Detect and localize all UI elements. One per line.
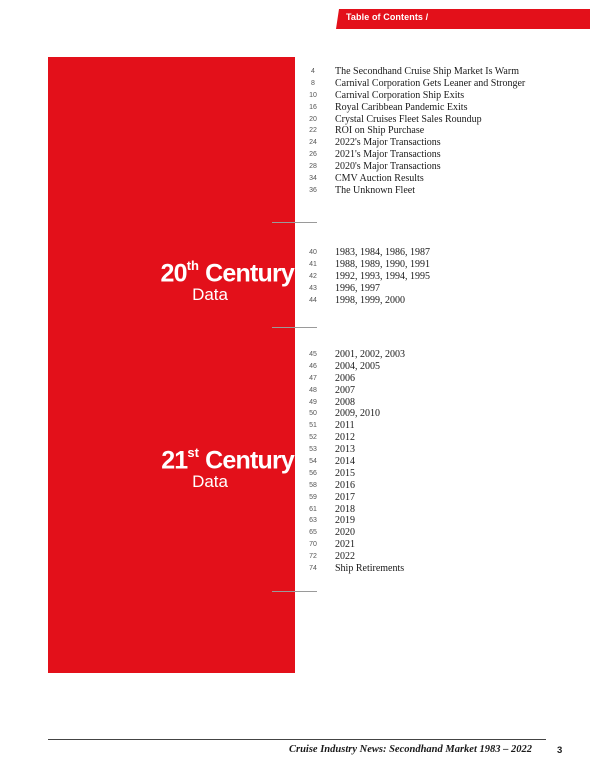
toc-page-number: 40 [309,249,317,256]
century-title-21st [161,442,294,473]
section-divider-3 [272,591,317,592]
toc-entry-title: The Unknown Fleet [335,184,415,196]
toc-entry-title: Crystal Cruises Fleet Sales Roundup [335,113,482,125]
toc-page-number: 65 [309,529,317,537]
toc-page-number: 4 [311,68,315,75]
toc-page-number: 61 [309,505,317,513]
toc-page-number: 46 [309,362,317,370]
toc-entry-title: 2018 [335,503,355,515]
century-heading-21st [161,442,294,491]
toc-entry-title: Royal Caribbean Pandemic Exits [335,101,468,113]
toc-entry-title: Carnival Corporation Ship Exits [335,89,465,101]
toc-page-number: 48 [309,386,317,394]
toc-entry-title: 2014 [335,456,355,468]
toc-page-number: 45 [309,351,317,358]
header-label: Table of Contents / [346,12,429,22]
toc-page-number: 28 [309,163,317,171]
century-word: Century [205,446,294,475]
toc-page-number: 74 [309,565,317,573]
toc-entry-title: ROI on Ship Purchase [335,125,425,137]
toc-entry-title: Carnival Corporation Gets Leaner and Stronger [335,77,526,89]
toc-entry-title: 1998, 1999, 2000 [335,294,405,306]
toc-entry-title: 2015 [335,467,355,479]
toc-page-number: 63 [309,517,317,525]
toc-entry-title: 2021's Major Transactions [335,149,441,161]
toc-page-number: 50 [309,410,317,418]
toc-entry-title: The Secondhand Cruise Ship Market Is Warm [335,66,519,77]
century-subtitle-20th: Data [192,285,228,305]
toc-entry-title: 2001, 2002, 2003 [335,349,405,360]
toc-page-number: 10 [309,91,317,99]
toc-entry-title: 2022 [335,551,355,563]
page-number: 3 [557,745,563,756]
toc-entry-title: CMV Auction Results [335,173,424,185]
toc-entry-title: 2020's Major Transactions [335,161,441,173]
century-number: 20 [160,259,187,288]
toc-page-number: 52 [309,434,317,442]
toc-page-number: 70 [309,541,317,549]
toc-page-number: 51 [309,422,317,430]
toc-page-number: 59 [309,493,317,501]
toc-entry-title: 1992, 1993, 1994, 1995 [335,270,430,282]
toc-entry-title: 2007 [335,384,355,396]
toc-page-number: 72 [309,553,317,561]
toc-entry-title: 2021 [335,539,355,551]
toc-entry-title: 2022's Major Transactions [335,137,441,149]
toc-page-number: 47 [309,374,317,382]
toc-page-number: 36 [309,186,317,194]
toc-entry-title: 2011 [335,420,355,432]
toc-entry-title: 1988, 1989, 1990, 1991 [335,258,430,270]
century-suffix: th [186,258,199,273]
footer-title: Cruise Industry News: Secondhand Market 1983 – 2022 [289,744,532,755]
toc-entry-title: 2017 [335,491,355,503]
toc-page-number: 54 [309,458,317,466]
century-word: Century [205,259,294,288]
century-heading-20th [160,255,294,304]
toc-entry-title: 2020 [335,527,355,539]
toc-page-number: 44 [309,296,317,304]
section-divider-2 [272,327,317,328]
toc-page-number: 49 [309,398,317,406]
toc-entry-title: 2004, 2005 [335,360,380,372]
toc-entry-title: 2006 [335,372,355,384]
toc-page-number: 56 [309,469,317,477]
toc-entry-title: 2008 [335,396,355,408]
red-sidebar-panel [48,57,295,673]
toc-page-number: 24 [309,139,317,147]
century-subtitle-21st: Data [192,472,228,492]
century-title-20th [160,255,294,286]
toc-page-number: 8 [311,79,315,87]
toc-page-number: 43 [309,284,317,292]
toc-page-number: 26 [309,151,317,159]
century-number: 21 [161,446,188,475]
section-divider-1 [272,222,317,223]
toc-entry-title: 1983, 1984, 1986, 1987 [335,247,430,258]
toc-page-number: 34 [309,175,317,183]
toc-page-number: 42 [309,272,317,280]
toc-entry-title: 1996, 1997 [335,282,380,294]
footer-rule [48,739,546,740]
toc-page-number: 20 [309,115,317,123]
century-suffix: st [187,445,199,460]
toc-page-number: 22 [309,127,317,135]
toc-entry-title: 2013 [335,444,355,456]
toc-page-number: 16 [309,103,317,111]
toc-page-number: 58 [309,481,317,489]
toc-page-number: 53 [309,446,317,454]
toc-entry-title: 2009, 2010 [335,408,380,420]
toc-entry-title: 2012 [335,432,355,444]
toc-entry-title: 2016 [335,479,355,491]
toc-page-number: 41 [309,260,317,268]
toc-entry-title: Ship Retirements [335,563,405,575]
toc-entry-title: 2019 [335,515,355,527]
